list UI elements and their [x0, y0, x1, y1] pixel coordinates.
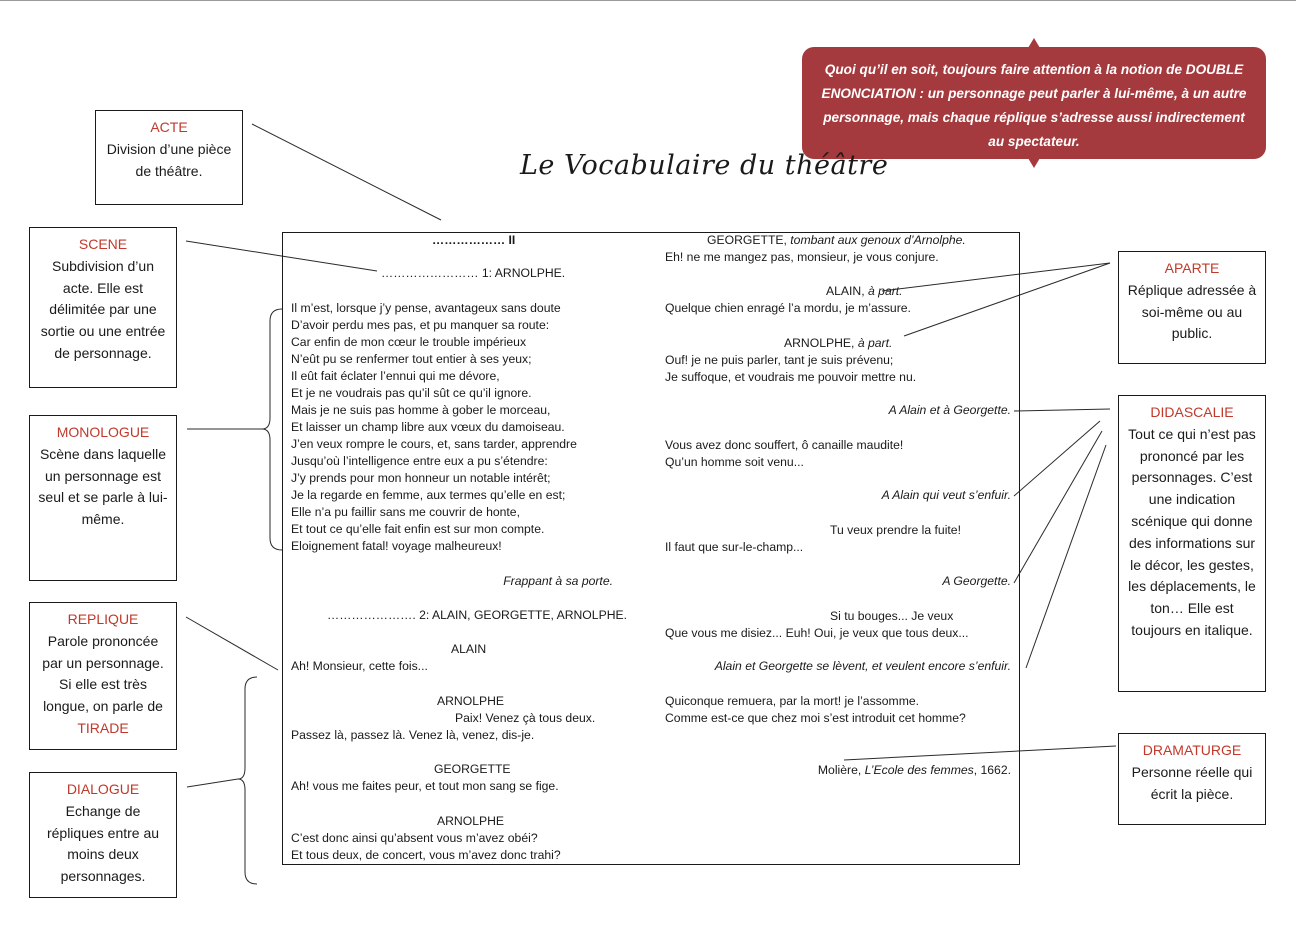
term-box-dramaturge: [1118, 733, 1266, 825]
term-definition: Division d’une pièce de théâtre.: [106, 140, 232, 179]
term-definition: Parole prononcée par un personnage. Si elle est très longue, on parle de: [42, 632, 164, 715]
stage-direction: à part.: [857, 336, 893, 350]
term-title: MONOLOGUE: [56, 424, 150, 440]
term-title: APARTE: [1164, 260, 1220, 276]
term-title: ACTE: [150, 119, 188, 135]
scene2-heading: …………………. 2: ALAIN, GEORGETTE, ARNOLPHE.: [327, 608, 628, 622]
stage-direction: A Georgette.: [942, 574, 1011, 588]
speaker-heading: [826, 283, 903, 300]
verse-line: Et laisser un champ libre aux vœux du damoiseau.: [291, 420, 565, 434]
speaker-name: ARNOLPHE: [437, 694, 505, 708]
verse-line: Jusqu’où l’intelligence entre eux a pu s’étendre:: [291, 454, 548, 468]
callout-tip-bottom: [1028, 158, 1040, 168]
page-title: Le Vocabulaire du théâtre: [520, 150, 889, 181]
stage-direction: Alain et Georgette se lèvent, et veulent encore s’enfuir.: [714, 659, 1011, 673]
term-title: DIALOGUE: [66, 781, 140, 797]
stage-direction: A Alain et à Georgette.: [888, 403, 1011, 417]
act-heading: ……………… II: [432, 233, 516, 247]
verse-line: Je la regarde en femme, aux termes qu’elle en est;: [291, 488, 566, 502]
verse-line: Que vous me disiez... Euh! Oui, je veux que tous deux...: [665, 626, 969, 640]
publication-year: , 1662.: [973, 763, 1011, 777]
verse-line: Passez là, passez là. Venez là, venez, dis-je.: [291, 728, 535, 742]
verse-line: D’avoir perdu mes pas, et pu manquer sa route:: [291, 318, 550, 332]
connector-didascalie-3: [1014, 431, 1102, 583]
verse-line: Ah! vous me faites peur, et tout mon sang se fige.: [291, 779, 559, 793]
verse-line: Et tout ce qu’elle fait enfin est sur mon compte.: [291, 522, 545, 536]
verse-line: Ah! Monsieur, cette fois...: [291, 659, 428, 673]
speaker-name: ARNOLPHE: [437, 814, 505, 828]
source-citation: [818, 762, 1011, 779]
speaker-heading: [784, 335, 892, 352]
connector-acte: [252, 124, 441, 220]
verse-line: Elle n’a pu faillir sans me couvrir de honte,: [291, 505, 520, 519]
verse-line: J’y prends pour mon honneur un notable intérêt;: [291, 471, 551, 485]
term-title: SCENE: [78, 236, 128, 252]
verse-line: Tu veux prendre la fuite!: [830, 523, 961, 537]
stage-direction: Frappant à sa porte.: [503, 574, 613, 588]
term-definition: Echange de répliques entre au moins deux personnages.: [46, 802, 160, 885]
verse-line: Vous avez donc souffert, ô canaille maudite!: [665, 438, 904, 452]
verse-line: Paix! Venez çà tous deux.: [455, 711, 596, 725]
scene1-heading: …………………… 1: ARNOLPHE.: [381, 266, 566, 280]
speaker-heading: [707, 232, 966, 249]
term-box-didascalie: [1118, 395, 1266, 692]
verse-line: Quiconque remuera, par la mort! je l’assomme.: [665, 694, 920, 708]
term-definition: Réplique adressée à soi-même ou au public.: [1127, 281, 1257, 342]
verse-line: Car enfin de mon cœur le trouble impérieux: [291, 335, 527, 349]
verse-line: Mais je ne suis pas homme à gober le morceau,: [291, 403, 551, 417]
term-box-acte: [95, 110, 243, 205]
verse-line: Il m’est, lorsque j’y pense, avantageux sans doute: [291, 301, 561, 315]
term-box-dialogue: [29, 772, 177, 898]
verse-line: J’en veux rompre le cours, et, sans tarder, apprendre: [291, 437, 577, 451]
double-enonciation-callout: [802, 47, 1266, 159]
author-name: Molière,: [817, 763, 862, 777]
monologue-brace: [262, 309, 282, 550]
term-title: DIDASCALIE: [1150, 404, 1234, 420]
term-box-replique: [29, 602, 177, 750]
speaker-name: ALAIN: [451, 642, 487, 656]
verse-line: Ouf! je ne puis parler, tant je suis prévenu;: [665, 353, 894, 367]
term-definition: Subdivision d’un acte. Elle est délimitée par une sortie ou une entrée de personnage.: [40, 257, 166, 361]
connector-didascalie-2: [1014, 421, 1100, 496]
term-tirade: TIRADE: [77, 719, 129, 736]
verse-line: Qu’un homme soit venu...: [665, 455, 804, 469]
term-definition: Tout ce qui n’est pas prononcé par les personnages. C’est une indication scénique qui donne des informations sur le décor, les gestes, les déplacements, le ton… Elle est toujours en italique.: [1128, 425, 1256, 638]
verse-line: Il faut que sur-le-champ...: [665, 540, 804, 554]
verse-line: Je suffoque, et voudrais me pouvoir mettre nu.: [665, 370, 917, 384]
speaker-name: ALAIN,: [826, 284, 865, 298]
callout-text: Quoi qu’il en soit, toujours faire attention à la notion de DOUBLE ENONCIATION : un personnage peut parler à lui-même, à un autre personnage, mais chaque réplique s’adresse aussi indirectement au spectateur.: [821, 62, 1247, 149]
verse-line: Eloignement fatal! voyage malheureux!: [291, 539, 502, 553]
term-box-aparte: [1118, 251, 1266, 364]
stage-direction: tombant aux genoux d’Arnolphe.: [790, 233, 966, 247]
term-definition: Scène dans laquelle un personnage est seul et se parle à lui-même.: [38, 445, 168, 528]
verse-line: Si tu bouges... Je veux: [830, 609, 954, 623]
work-title: L’Ecole des femmes: [864, 763, 974, 777]
connector-dialogue: [187, 779, 238, 787]
verse-line: Et tous deux, de concert, vous m’avez donc trahi?: [291, 848, 561, 862]
term-title: REPLIQUE: [67, 611, 139, 627]
stage-direction: à part.: [868, 284, 903, 298]
dialogue-brace: [238, 677, 257, 884]
term-definition: Personne réelle qui écrit la pièce.: [1131, 763, 1253, 802]
verse-line: Et je ne voudrais pas qu’il sût ce qu’il ignore.: [291, 386, 532, 400]
verse-line: Comme est-ce que chez moi s’est introduit cet homme?: [665, 711, 966, 725]
term-box-monologue: [29, 415, 177, 581]
connector-didascalie-4: [1026, 445, 1106, 668]
verse-line: N’eût pu se renfermer tout entier à ses yeux;: [291, 352, 532, 366]
stage-direction: A Alain qui veut s’enfuir.: [881, 488, 1011, 502]
term-title: DRAMATURGE: [1142, 742, 1242, 758]
term-box-scene: [29, 227, 177, 388]
verse-line: Il eût fait éclater l’ennui qui me dévore,: [291, 369, 500, 383]
speaker-name: ARNOLPHE,: [784, 336, 855, 350]
connector-didascalie-1: [1014, 409, 1110, 411]
verse-line: Quelque chien enragé l’a mordu, je m’assure.: [665, 301, 911, 315]
speaker-name: GEORGETTE: [434, 762, 511, 776]
verse-line: Eh! ne me mangez pas, monsieur, je vous conjure.: [665, 250, 939, 264]
speaker-name: GEORGETTE,: [707, 233, 787, 247]
verse-line: C’est donc ainsi qu’absent vous m’avez obéi?: [291, 831, 538, 845]
connector-replique: [186, 617, 278, 670]
